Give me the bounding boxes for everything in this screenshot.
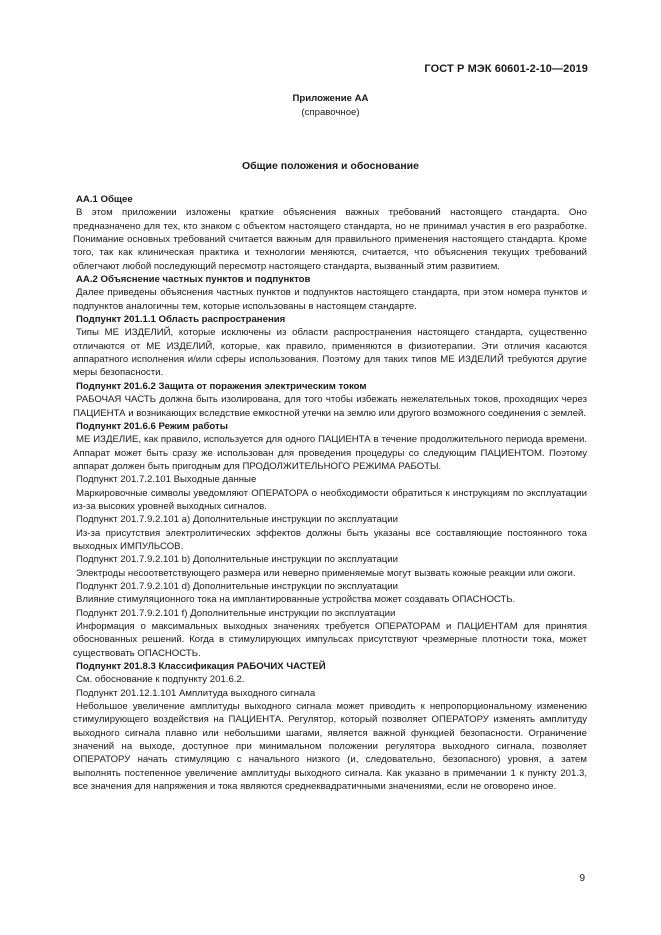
- paragraph: Подпункт 201.12.1.101 Амплитуда выходного сигнала: [76, 687, 316, 699]
- appendix-subtitle: (справочное): [301, 106, 360, 118]
- paragraph: Подпункт 201.7.9.2.101 а) Дополнительные инструкции по эксплуатации: [76, 514, 399, 526]
- section-title: Общие положения и обоснование: [242, 160, 419, 172]
- subsection-heading: Подпункт 201.1.1 Область распространения: [76, 314, 286, 326]
- paragraph: Электроды несоответствующего размера или неверно применяемые могут вызвать кожные реакции или ожоги.: [76, 567, 576, 579]
- paragraph: Далее приведены объяснения частных пунктов и подпунктов настоящего стандарта, при этом номера пунктов и подпунктов аналогичны тем, которые использованы в настоящем стандарте.: [73, 287, 587, 312]
- subsection-heading: Подпункт 201.8.3 Классификация РАБОЧИХ ЧАСТЕЙ: [76, 661, 326, 673]
- appendix-title: Приложение АА: [292, 93, 369, 104]
- subsection-heading: АА.1 Общее: [76, 194, 133, 205]
- document-body: [73, 193, 587, 793]
- subsection-heading: Подпункт 201.6.2 Защита от поражения электрическим током: [76, 380, 367, 392]
- paragraph: Подпункт 201.7.9.2.101 b) Дополнительные инструкции по эксплуатации: [76, 554, 399, 566]
- paragraph: Подпункт 201.7.2.101 Выходные данные: [76, 474, 257, 486]
- paragraph: См. обоснование к подпункту 201.6.2.: [76, 674, 245, 686]
- paragraph: Небольшое увеличение амплитуды выходного сигнала может приводить к непропорциональному изменению стимулирующего воздействия на ПАЦИЕНТА. Регулятор, который позволяет ОПЕРАТОРУ изменять амплитуду выходного сигнала плавно или небольшими шагами, является важной функцией безопасности. Ограничение значений на выходе, доступное при минимальном положении регулятора выходного сигнала, позволяет ОПЕРАТОРУ начать стимуляцию с начального низкого (и, следовательно, безопасного) уровня, а затем выполнять постепенное увеличение амплитуды выходного сигнала. Как указано в примечании 1 к пункту 201.3, все значения для напряжения и тока являются среднеквадратичными значениями, если не оговорено иное.: [73, 701, 587, 793]
- paragraph: РАБОЧАЯ ЧАСТЬ должна быть изолирована, для того чтобы избежать нежелательных токов, проходящих через ПАЦИЕНТА и возникающих вследствие емкостной утечки на землю или другого возможного соединения с землей.: [73, 394, 587, 419]
- page-number: 9: [579, 873, 585, 884]
- subsection-heading: Подпункт 201.6.6 Режим работы: [76, 420, 228, 432]
- paragraph: В этом приложении изложены краткие объяснения важных требований настоящего стандарта. Оно предназначено для тех, кто знаком с объектом настоящего стандарта, но не принимал участия в его разработке. Понимание основных требований считается важным для правильного применения настоящего стандарта. Кроме того, так как клиническая практика и технологии меняются, считается, что объяснения текущих требований облегчают любой последующий пересмотр настоящего стандарта, вызванный этим развитием.: [73, 207, 587, 272]
- paragraph: Подпункт 201.7.9.2.101 d) Дополнительные инструкции по эксплуатации: [76, 580, 399, 592]
- paragraph: Маркировочные символы уведомляют ОПЕРАТОРА о необходимости обратиться к инструкциям по эксплуатации из-за высоких уровней выходных сигналов.: [73, 487, 587, 512]
- standard-header: ГОСТ Р МЭК 60601-2-10—2019: [424, 63, 588, 75]
- paragraph: Влияние стимуляционного тока на имплантированные устройства может создавать ОПАСНОСТЬ.: [76, 594, 516, 606]
- paragraph: Из-за присутствия электролитических эффектов должны быть указаны все составляющие постоянного тока выходных ИМПУЛЬСОВ.: [73, 527, 587, 552]
- paragraph: Типы МЕ ИЗДЕЛИЙ, которые исключены из области распространения настоящего стандарта, существенно отличаются от МЕ ИЗДЕЛИЙ, которые, как правило, применяются в физиотерапии. Эти отличия касаются аппаратного исполнения и/или сферы использования. Поэтому для таких типов МЕ ИЗДЕЛИЙ требуются другие меры безопасности.: [73, 327, 587, 379]
- paragraph: МЕ ИЗДЕЛИЕ, как правило, используется для одного ПАЦИЕНТА в течение продолжительного периода времени. Аппарат может быть сразу же использован для проведения процедуры со следующим ПАЦИЕНТОМ. Поэтому аппарат должен быть пригодным для ПРОДОЛЖИТЕЛЬНОГО РЕЖИМА РАБОТЫ.: [73, 434, 587, 472]
- appendix-heading: [0, 92, 661, 119]
- paragraph: Информация о максимальных выходных значениях требуется ОПЕРАТОРАМ и ПАЦИЕНТАМ для принятия обоснованных решений. Когда в стимулирующих импульсах присутствуют чрезмерные плотности тока, может существовать ОПАСНОСТЬ.: [73, 621, 587, 659]
- paragraph: Подпункт 201.7.9.2.101 f) Дополнительные инструкции по эксплуатации: [76, 607, 396, 619]
- subsection-heading: АА.2 Объяснение частных пунктов и подпунктов: [76, 274, 311, 286]
